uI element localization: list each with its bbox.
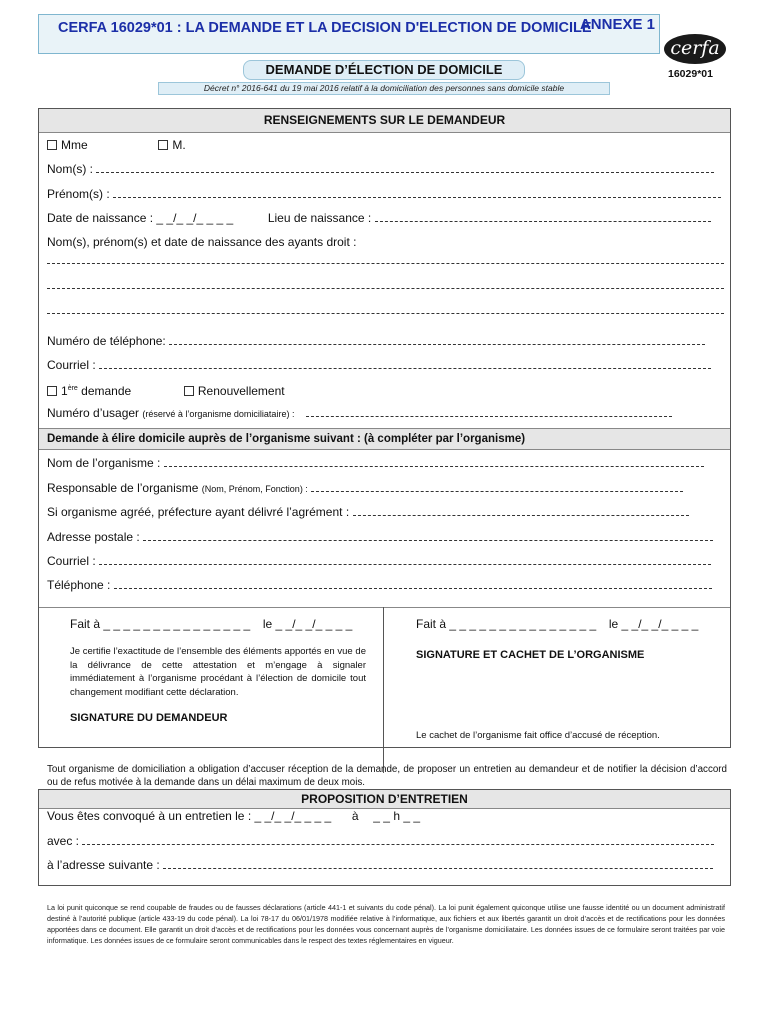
org-name-blank[interactable]	[164, 457, 704, 467]
phone-blank[interactable]	[169, 335, 705, 345]
org-phone-blank[interactable]	[114, 579, 712, 589]
org-manager-blank[interactable]	[311, 482, 683, 492]
org-address-blank[interactable]	[143, 531, 713, 541]
email-blank[interactable]	[99, 359, 711, 369]
requester-signature-label: SIGNATURE DU DEMANDEUR	[70, 712, 228, 724]
dependents-line-1[interactable]	[47, 263, 724, 264]
user-number-blank[interactable]	[306, 407, 672, 417]
decret-reference: Décret n° 2016-641 du 19 mai 2016 relatif à la domiciliation des personnes sans domicile stable	[158, 82, 610, 95]
interview-address-blank[interactable]	[163, 859, 713, 869]
annexe-label: ANNEXE 1	[579, 16, 655, 33]
firstname-blank[interactable]	[113, 188, 721, 198]
org-signature-label: SIGNATURE ET CACHET DE L’ORGANISME	[416, 649, 645, 661]
org-manager-field[interactable]: Responsable de l’organisme (Nom, Prénom, Fonction) :	[47, 481, 683, 496]
interview-date-blank[interactable]: _ _/_ _/_ _ _ _	[254, 809, 332, 823]
org-approval-blank[interactable]	[353, 506, 689, 516]
org-place-date: Fait à _ _ _ _ _ _ _ _ _ _ _ _ _ _ _ le _ _/_ _/_ _ _ _	[416, 617, 699, 631]
interview-section-title: PROPOSITION D’ENTRETIEN	[39, 790, 730, 809]
cerfa-title: CERFA 16029*01 : LA DEMANDE ET LA DECISION D'ELECTION DE DOMICILE	[58, 20, 592, 36]
cerfa-logo: cerfa	[664, 34, 726, 64]
legal-text: La loi punit quiconque se rend coupable de fraudes ou de fausses déclarations (article 441-1 et suivants du code pénal). La loi punit également quiconque utilise une fausse identité ou un document administratif destiné à l’autorité publique (article 433-19 du code pénal). La loi 78-17 du 06/01/1978 modifiée relative à l’informatique, aux fichiers et aux libertés garantit un droit d’accès et de rectifications pour les données apportées dans ce document. Elle garantit un droit d’accès et de rectifications pour les données vous concernant auprès de l’organisme domiciliataire. Les données issues de ce formulaire seront traitées par voie informatique. Les données issues de ce formulaire seront communicables dans le respect des textes réglementaires en vigueur.	[47, 903, 725, 945]
org-address-field[interactable]: Adresse postale :	[47, 530, 713, 544]
org-name-field[interactable]: Nom de l’organisme :	[47, 456, 704, 470]
org-phone-field[interactable]: Téléphone :	[47, 578, 712, 592]
org-place-blank[interactable]: _ _ _ _ _ _ _ _ _ _ _ _ _ _ _	[449, 617, 597, 631]
requester-place-date: Fait à _ _ _ _ _ _ _ _ _ _ _ _ _ _ _ le _ _/_ _/_ _ _ _	[70, 617, 353, 631]
org-email-field[interactable]: Courriel :	[47, 554, 711, 568]
interview-with-field[interactable]: avec :	[47, 834, 714, 848]
org-approval-field[interactable]: Si organisme agréé, préfecture ayant délivré l’agrément :	[47, 505, 689, 519]
dependents-label: Nom(s), prénom(s) et date de naissance des ayants droit :	[47, 235, 357, 249]
signature-column-divider	[383, 607, 384, 773]
request-type-row	[47, 382, 285, 398]
checkbox-icon[interactable]	[47, 140, 57, 150]
first-request-option[interactable]: 1ère demande	[47, 384, 131, 398]
notice-text: Tout organisme de domiciliation a obligation d’accuser réception de la demande, de proposer un entretien au demandeur et de notifier la décision d’accord ou de refus motivée à la demande dans un délai maximum de deux mois.	[47, 764, 727, 788]
certification-text: Je certifie l’exactitude de l’ensemble des éléments apportés en vue de la délivrance de cette attestation et m’engage à signaler immédiatement à l’organisme procédant à l’élection de domicile tout changement modifiant cette déclaration.	[70, 646, 366, 698]
civility-m-option[interactable]: M.	[158, 138, 185, 152]
user-number-field[interactable]: Numéro d’usager (réservé à l’organisme domiciliataire) :	[47, 406, 672, 421]
org-date-blank[interactable]: _ _/_ _/_ _ _ _	[621, 617, 699, 631]
checkbox-icon[interactable]	[47, 386, 57, 396]
interview-with-blank[interactable]	[82, 835, 714, 845]
birthplace-blank[interactable]	[375, 212, 711, 222]
interview-date-row: Vous êtes convoqué à un entretien le : _ _/_ _/_ _ _ _ à _ _ h _ _	[47, 809, 421, 823]
name-field[interactable]: Nom(s) :	[47, 162, 714, 176]
phone-field[interactable]: Numéro de téléphone:	[47, 334, 705, 348]
organization-section-title: Demande à élire domicile auprès de l’organisme suivant : (à compléter par l’organisme)	[39, 428, 730, 450]
form-number: 16029*01	[668, 68, 713, 80]
interview-hour-blank[interactable]: _ _	[373, 809, 390, 823]
org-email-blank[interactable]	[99, 555, 711, 565]
civility-row	[47, 138, 186, 152]
firstname-field[interactable]: Prénom(s) :	[47, 187, 721, 201]
checkbox-icon[interactable]	[184, 386, 194, 396]
renewal-option[interactable]: Renouvellement	[184, 384, 285, 398]
form-subtitle: DEMANDE D’ÉLECTION DE DOMICILE	[243, 60, 525, 80]
birth-row: Date de naissance : _ _/_ _/_ _ _ _ Lieu de naissance :	[47, 211, 711, 225]
dependents-line-3[interactable]	[47, 313, 724, 314]
name-blank[interactable]	[96, 163, 714, 173]
interview-minute-blank[interactable]: _ _	[403, 809, 421, 823]
requester-section-title: RENSEIGNEMENTS SUR LE DEMANDEUR	[39, 109, 730, 133]
email-field[interactable]: Courriel :	[47, 358, 711, 372]
signature-divider	[39, 607, 730, 608]
dependents-line-2[interactable]	[47, 288, 724, 289]
requester-date-blank[interactable]: _ _/_ _/_ _ _ _	[275, 617, 353, 631]
requester-place-blank[interactable]: _ _ _ _ _ _ _ _ _ _ _ _ _ _ _	[103, 617, 251, 631]
civility-mme-option[interactable]: Mme	[47, 138, 88, 152]
checkbox-icon[interactable]	[158, 140, 168, 150]
stamp-note: Le cachet de l’organisme fait office d’accusé de réception.	[416, 730, 660, 741]
birthdate-blank[interactable]: _ _/_ _/_ _ _ _	[156, 211, 234, 225]
interview-address-field[interactable]: à l’adresse suivante :	[47, 858, 713, 872]
